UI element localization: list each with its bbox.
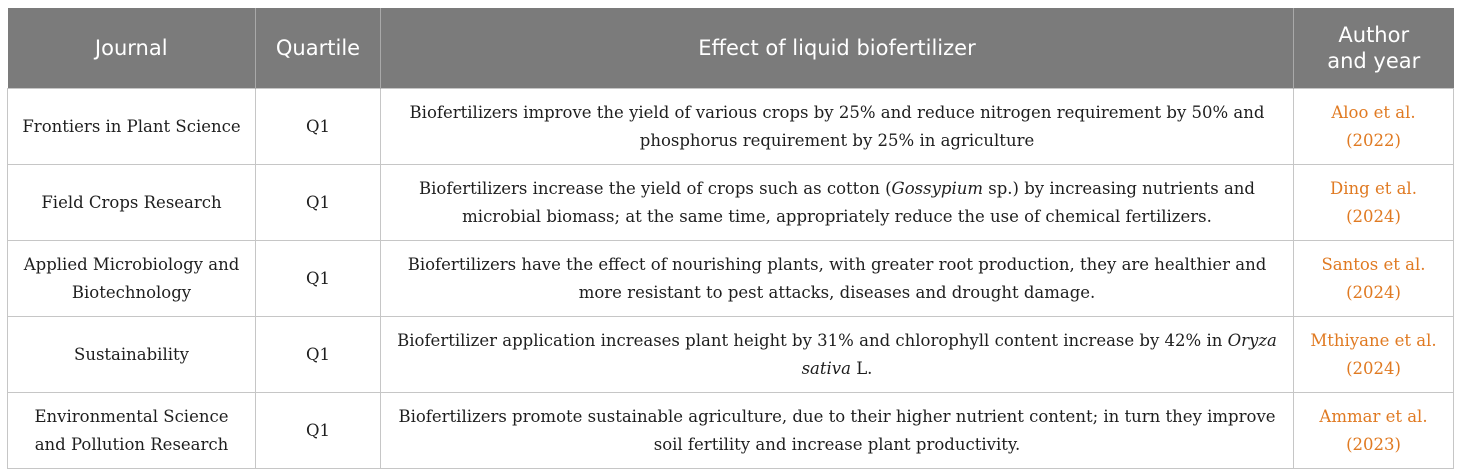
effect-cell (381, 317, 1294, 393)
table-row (8, 89, 1454, 165)
year-link[interactable]: (2024) (1346, 206, 1401, 226)
journal-line1: Frontiers in Plant Science (22, 116, 241, 136)
journal-cell (8, 89, 256, 165)
author-year-cell[interactable] (1294, 393, 1454, 469)
quartile-cell: Q1 (256, 165, 381, 241)
author-year-cell[interactable] (1294, 165, 1454, 241)
journal-cell (8, 241, 256, 317)
header-author-year (1294, 8, 1454, 89)
table-row (8, 241, 1454, 317)
year-link[interactable]: (2024) (1346, 282, 1401, 302)
biofertilizer-table (7, 8, 1454, 469)
effect-text: Biofertilizer application increases plant height by 31% and chlorophyll content increase by 42% in (397, 330, 1228, 350)
header-row (8, 8, 1454, 89)
journal-line1: Sustainability (74, 344, 189, 364)
year-link[interactable]: (2022) (1346, 130, 1401, 150)
effect-cell (381, 89, 1294, 165)
journal-cell (8, 393, 256, 469)
header-author-line2: and year (1327, 49, 1421, 73)
author-year-cell[interactable] (1294, 241, 1454, 317)
author-link[interactable]: Santos et al. (1321, 254, 1426, 274)
header-journal: Journal (8, 8, 256, 89)
year-link[interactable]: (2024) (1346, 358, 1401, 378)
table-row (8, 317, 1454, 393)
header-effect: Effect of liquid biofertilizer (381, 8, 1294, 89)
quartile-cell: Q1 (256, 317, 381, 393)
effect-text: Biofertilizers improve the yield of various crops by 25% and reduce nitrogen requirement by 50% and phosphorus requirement by 25% in agriculture (409, 102, 1265, 150)
quartile-cell: Q1 (256, 393, 381, 469)
quartile-cell: Q1 (256, 241, 381, 317)
effect-text: Biofertilizers have the effect of nourishing plants, with greater root production, they are healthier and more resistant to pest attacks, diseases and drought damage. (407, 254, 1267, 302)
journal-line1: Environmental Science (34, 406, 229, 426)
author-year-cell[interactable] (1294, 317, 1454, 393)
quartile-cell: Q1 (256, 89, 381, 165)
effect-species: Oryza sativa (801, 330, 1277, 378)
header-author-line1: Author (1338, 23, 1410, 47)
effect-cell (381, 241, 1294, 317)
author-link[interactable]: Ding et al. (1330, 178, 1417, 198)
author-link[interactable]: Aloo et al. (1331, 102, 1416, 122)
table-row (8, 165, 1454, 241)
journal-line2: and Pollution Research (34, 434, 229, 454)
year-link[interactable]: (2023) (1346, 434, 1401, 454)
journal-line2: Biotechnology (71, 282, 192, 302)
author-year-cell[interactable] (1294, 89, 1454, 165)
effect-cell (381, 393, 1294, 469)
author-link[interactable]: Ammar et al. (1319, 406, 1428, 426)
effect-species: Gossypium (891, 178, 984, 198)
author-link[interactable]: Mthiyane et al. (1310, 330, 1437, 350)
effect-cell (381, 165, 1294, 241)
header-quartile: Quartile (256, 8, 381, 89)
journal-cell (8, 317, 256, 393)
journal-cell (8, 165, 256, 241)
journal-line1: Field Crops Research (41, 192, 222, 212)
effect-text-tail: L. (850, 358, 873, 378)
effect-text: Biofertilizers promote sustainable agriculture, due to their higher nutrient content; in turn they improve soil fertility and increase plant productivity. (398, 406, 1276, 454)
table-row (8, 393, 1454, 469)
journal-line1: Applied Microbiology and (23, 254, 240, 274)
effect-text: Biofertilizers increase the yield of crops such as cotton ( (419, 178, 892, 198)
effect-text-tail: sp.) by increasing nutrients and microbial biomass; at the same time, appropriately reduce the use of chemical fertilizers. (462, 178, 1255, 226)
